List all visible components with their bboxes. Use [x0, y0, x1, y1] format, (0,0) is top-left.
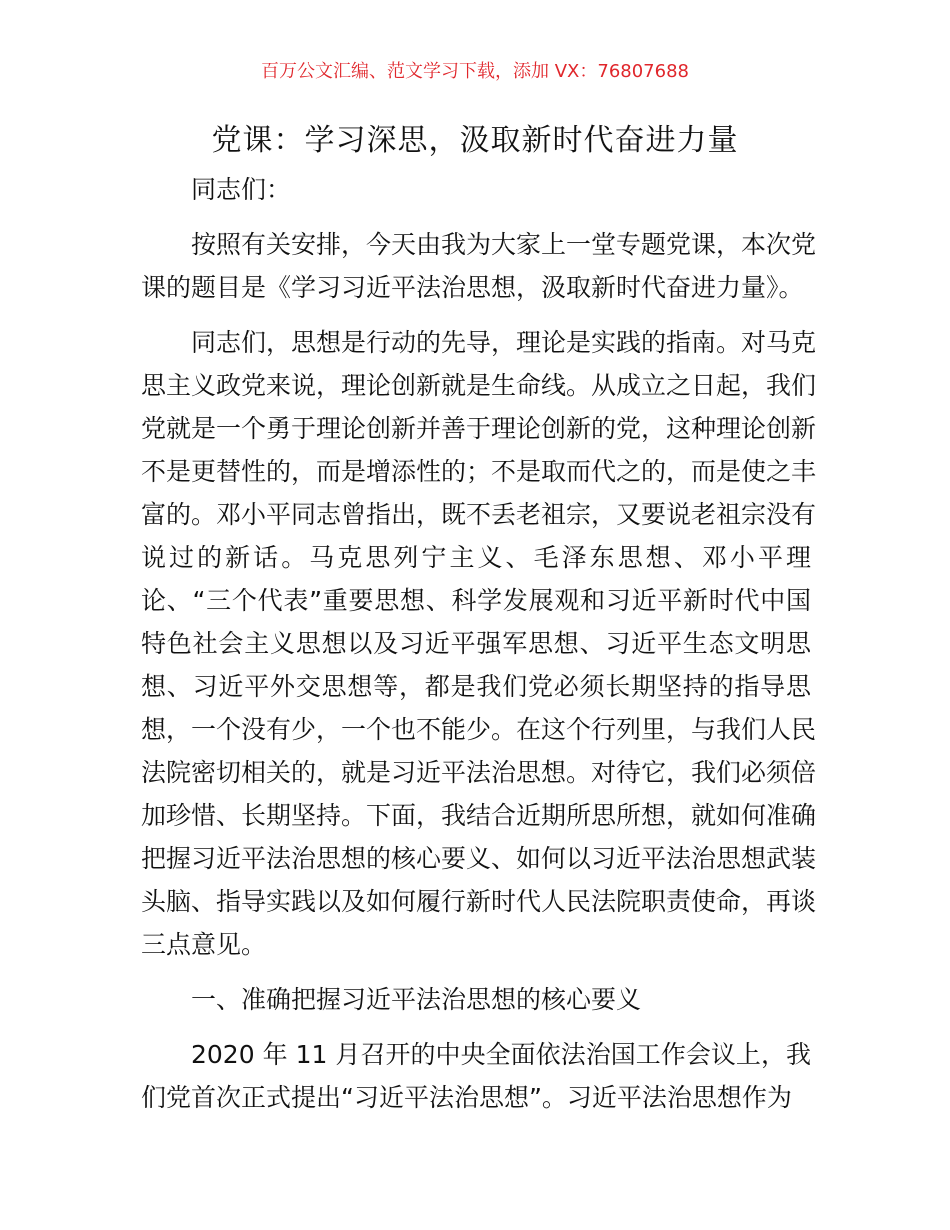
text-line: 富的。邓小平同志曾指出，既不丢老祖宗，又要说老祖宗没有	[141, 500, 817, 529]
text-line: 2020 年 11 月召开的中央全面依法治国工作会议上，我	[191, 1040, 811, 1069]
text-line: 按照有关安排，今天由我为大家上一堂专题党课，本次党	[191, 230, 817, 259]
text-line: 党就是一个勇于理论创新并善于理论创新的党，这种理论创新	[141, 414, 817, 443]
paragraph	[141, 168, 811, 211]
text-line: 不是更替性的，而是增添性的；不是取而代之的，而是使之丰	[141, 457, 817, 486]
text-line: 思主义政党来说，理论创新就是生命线。从成立之日起，我们	[141, 371, 817, 400]
text-line: 头脑、指导实践以及如何履行新时代人民法院职责使命，再谈	[141, 887, 817, 916]
paragraph	[141, 978, 811, 1021]
text-line: 想、习近平外交思想等，都是我们党必须长期坚持的指导思	[141, 672, 811, 701]
paragraph	[141, 223, 817, 309]
paragraph	[141, 321, 817, 966]
text-line: 想，一个没有少，一个也不能少。在这个行列里，与我们人民	[141, 715, 817, 744]
text-line: 一、准确把握习近平法治思想的核心要义	[191, 985, 642, 1014]
text-line: 们党首次正式提出“习近平法治思想”。习近平法治思想作为	[141, 1083, 792, 1112]
text-line: 同志们，思想是行动的先导，理论是实践的指南。对马克	[191, 328, 817, 357]
text-line: 法院密切相关的，就是习近平法治思想。对待它，我们必须倍	[141, 758, 817, 787]
text-line: 论、“三个代表”重要思想、科学发展观和习近平新时代中国	[141, 586, 811, 615]
document-title: 党课：学习深思，汲取新时代奋进力量	[211, 123, 739, 158]
text-line: 加珍惜、长期坚持。下面，我结合近期所思所想，就如何准确	[141, 801, 817, 830]
text-line: 特色社会主义思想以及习近平强军思想、习近平生态文明思	[141, 629, 811, 658]
text-line: 同志们：	[191, 175, 292, 204]
document-body	[141, 168, 817, 1131]
text-line: 三点意见。	[141, 930, 267, 959]
paragraph	[141, 1033, 811, 1119]
text-line: 课的题目是《学习习近平法治思想，汲取新时代奋进力量》。	[141, 273, 804, 302]
text-line: 把握习近平法治思想的核心要义、如何以习近平法治思想武装	[141, 844, 817, 873]
text-line: 说过的新话。马克思列宁主义、毛泽东思想、邓小平理	[141, 543, 811, 572]
watermark-header: 百万公文汇编、范文学习下载，添加 VX：76807688	[261, 61, 689, 82]
